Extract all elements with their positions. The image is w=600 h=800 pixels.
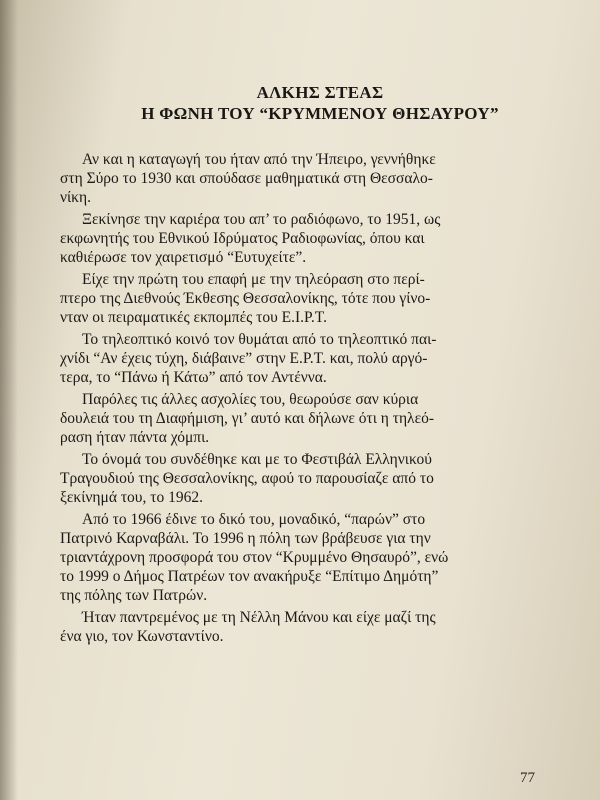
text-line: στη Σύρο το 1930 και σπούδασε μαθηματικά στη Θεσσαλο-	[60, 170, 433, 187]
chapter-subtitle: Η ΦΩΝΗ ΤΟΥ “ΚΡΥΜΜΕΝΟΥ ΘΗΣΑΥΡΟΥ”	[141, 104, 499, 123]
paragraph	[60, 330, 570, 387]
text-line: Ξεκίνησε την καριέρα του απ’ το ραδιόφωνο, το 1951, ως	[82, 211, 441, 228]
text-line: ένα γιο, τον Κωνσταντίνο.	[60, 628, 224, 645]
text-line: Τραγουδιού της Θεσσαλονίκης, αφού το παρουσίαζε από το	[60, 470, 434, 487]
text-line: νταν οι πειραματικές εκπομπές του Ε.Ι.Ρ.Τ.	[60, 309, 328, 326]
binding-shadow	[0, 0, 18, 800]
text-line: δουλειά του τη Διαφήμιση, γι’ αυτό και δήλωνε ότι η τηλεό-	[60, 410, 434, 427]
text-line: εκφωνητής του Εθνικού Ιδρύματος Ραδιοφωνίας, όπου και	[60, 230, 425, 247]
text-line: Από το 1966 έδινε το δικό του, μοναδικό, “παρών” στο	[82, 511, 426, 528]
text-line: Αν και η καταγωγή του ήταν από την Ήπειρο, γεννήθηκε	[82, 151, 436, 168]
text-line: τερα, το “Πάνω ή Κάτω” από τον Αντέννα.	[60, 369, 327, 386]
text-line: Το όνομά του συνδέθηκε και με το Φεστιβάλ Ελληνικού	[82, 451, 432, 468]
paragraph	[60, 510, 570, 605]
page-number: 77	[520, 770, 535, 786]
text-line: ραση ήταν πάντα χόμπι.	[60, 429, 210, 446]
text-line: της πόλης των Πατρών.	[60, 587, 208, 604]
chapter-heading	[60, 82, 580, 124]
text-line: καθιέρωσε τον χαιρετισμό “Ευτυχείτε”.	[60, 249, 307, 266]
chapter-title: ΑΛΚΗΣ ΣΤΕΑΣ	[256, 83, 384, 102]
text-line: Ήταν παντρεμένος με τη Νέλλη Μάνου και είχε μαζί της	[82, 609, 436, 626]
text-line: ξεκίνημά του, το 1962.	[60, 489, 203, 506]
text-line: Παρόλες τις άλλες ασχολίες του, θεωρούσε σαν κύρια	[82, 391, 419, 408]
text-line: το 1999 ο Δήμος Πατρέων τον ανακήρυξε “Επίτιμο Δημότη”	[60, 568, 439, 585]
body-text	[60, 150, 570, 646]
paragraph	[60, 390, 570, 447]
paragraph	[60, 150, 570, 207]
text-line: χνίδι “Αν έχεις τύχη, διάβαινε” στην Ε.Ρ.Τ. και, πολύ αργό-	[60, 350, 428, 367]
text-line: Πατρινό Καρναβάλι. Το 1996 η πόλη των βράβευσε για την	[60, 530, 431, 547]
text-line: Είχε την πρώτη του επαφή με την τηλεόραση στο περί-	[82, 271, 425, 288]
paragraph	[60, 450, 570, 507]
paragraph	[60, 270, 570, 327]
text-line: Το τηλεοπτικό κοινό τον θυμάται από το τηλεοπτικό παι-	[82, 331, 437, 348]
text-line: τριαντάχρονη προσφορά του στον “Κρυμμένο Θησαυρό”, ενώ	[60, 549, 449, 566]
text-line: πτερο της Διεθνούς Έκθεσης Θεσσαλονίκης, τότε που γίνο-	[60, 290, 431, 307]
text-line: νίκη.	[60, 189, 91, 206]
paragraph	[60, 608, 570, 646]
paragraph	[60, 210, 570, 267]
